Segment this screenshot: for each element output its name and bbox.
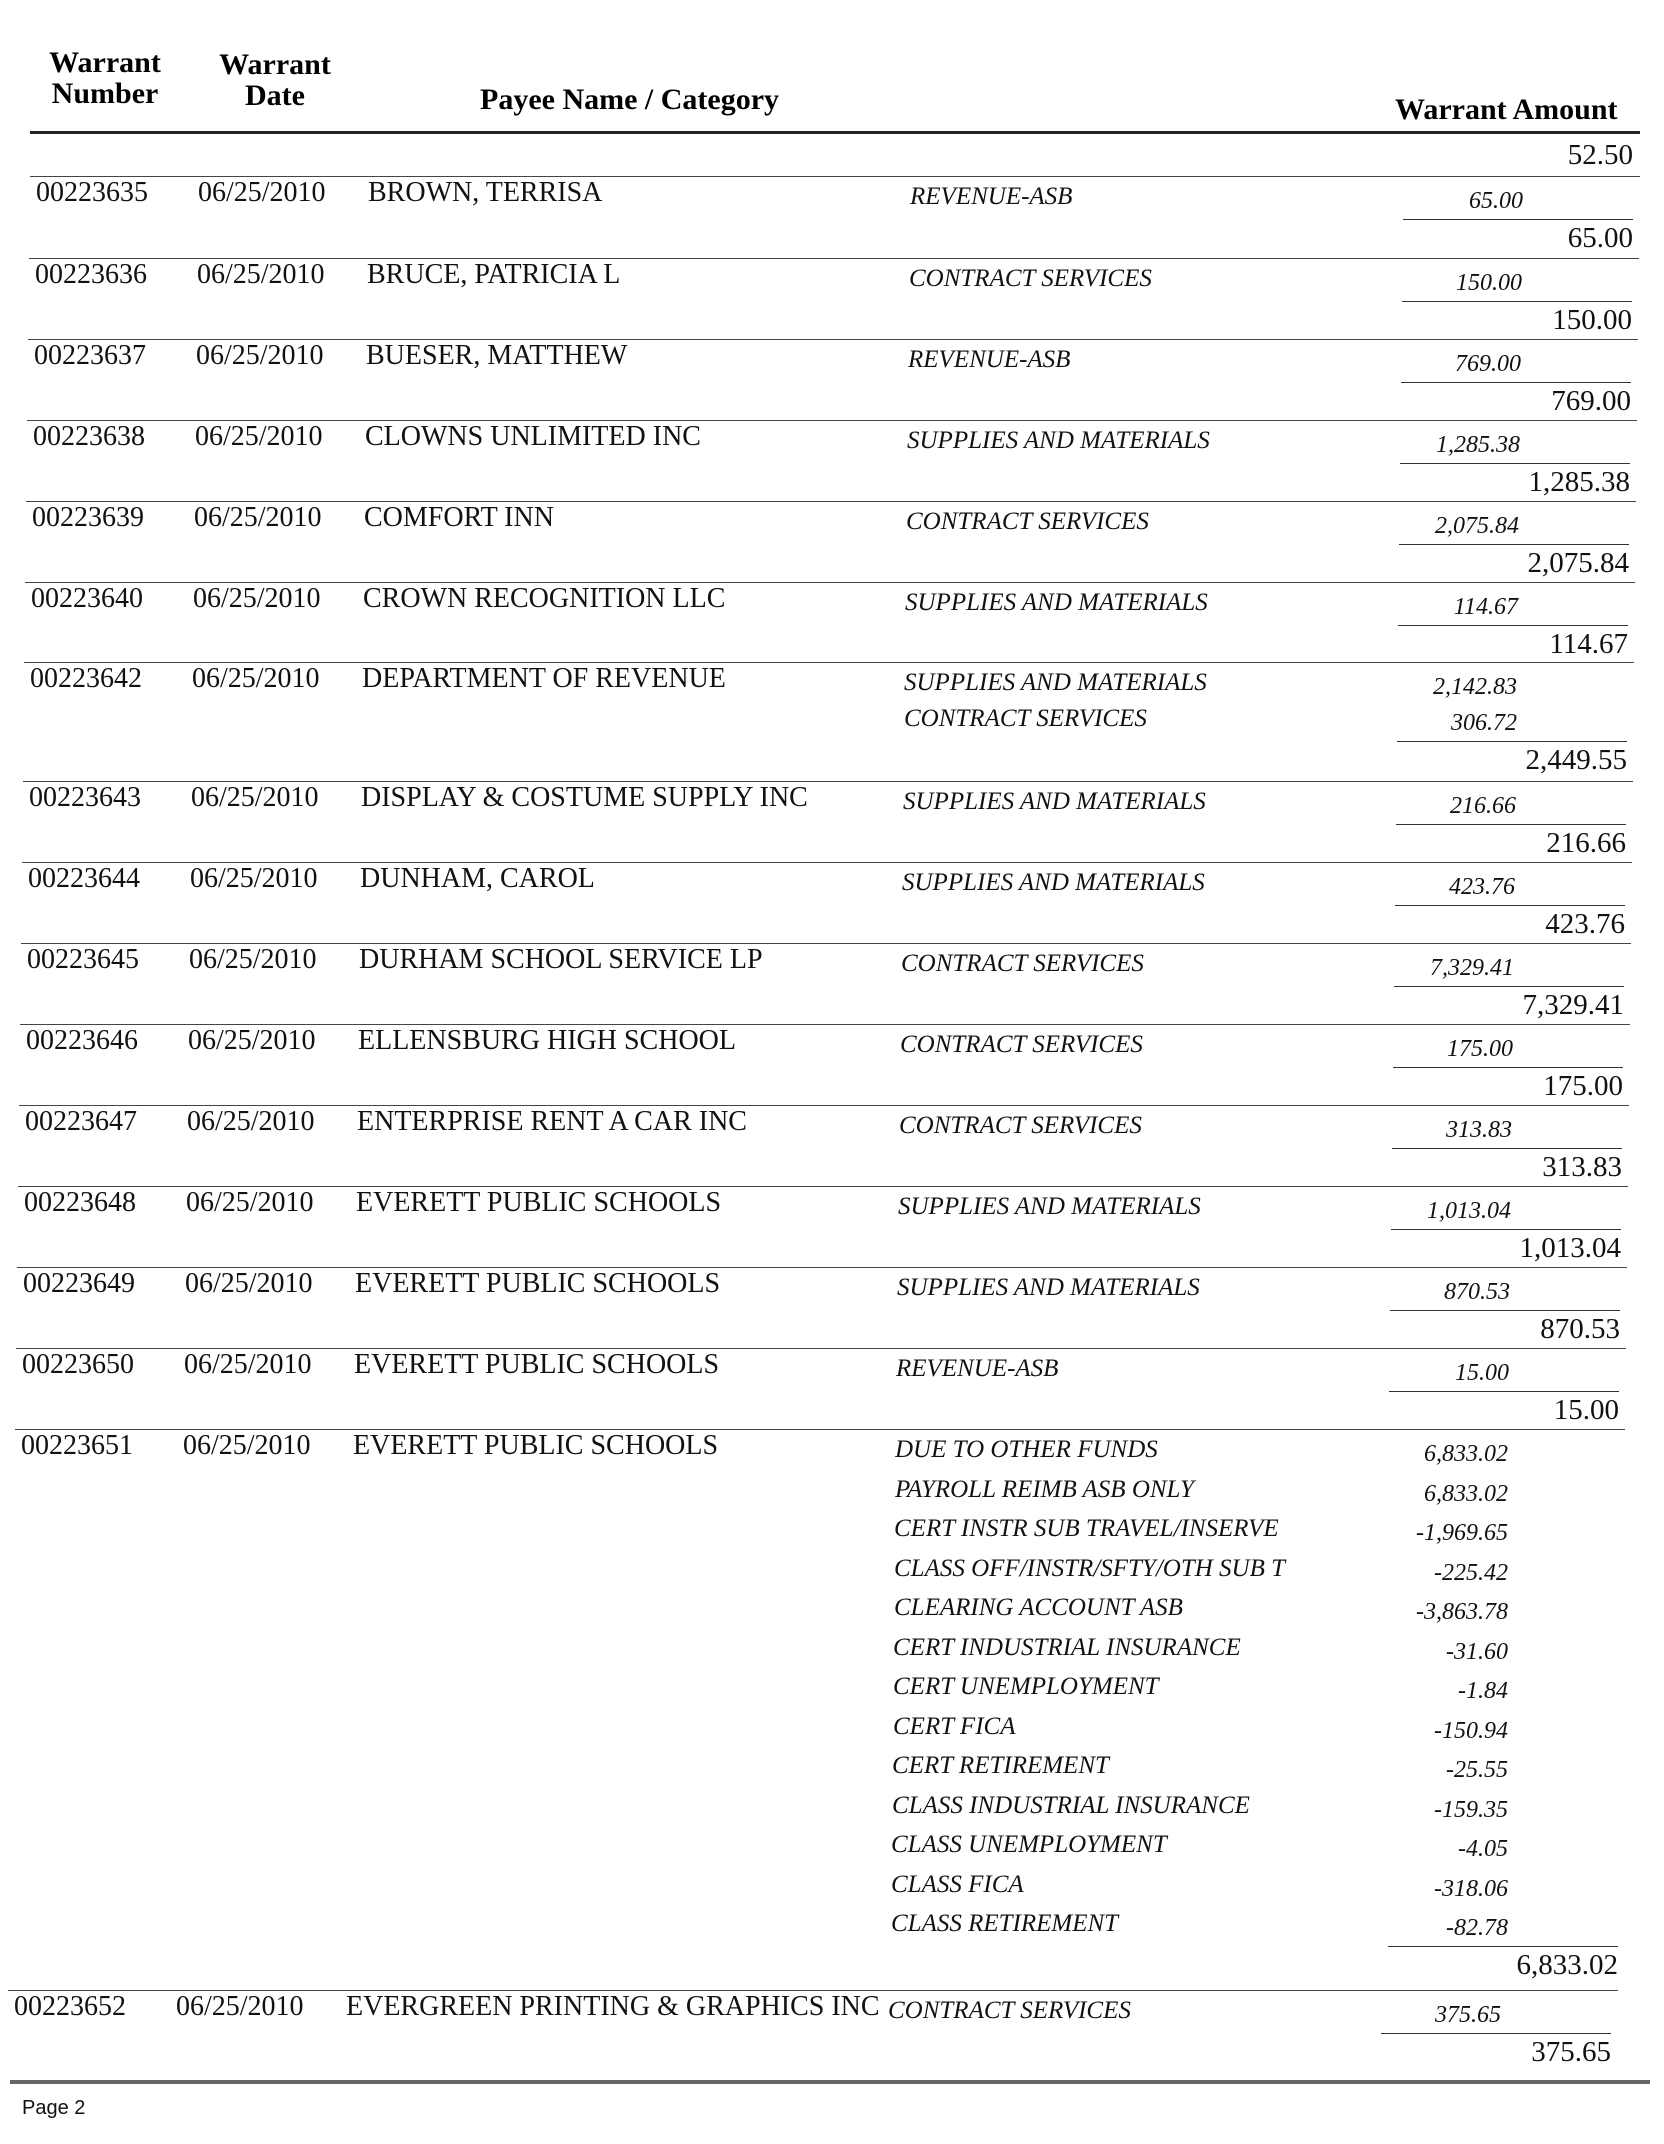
warrant-date: 06/25/2010	[183, 1430, 311, 1461]
payee-name: DISPLAY & COSTUME SUPPLY INC	[361, 782, 808, 813]
warrant-entry	[0, 258, 1664, 338]
warrant-date: 06/25/2010	[196, 340, 324, 371]
subtotal-rule	[1381, 2033, 1611, 2034]
warrant-number: 00223651	[21, 1430, 133, 1461]
warrant-number: 00223652	[14, 1991, 126, 2022]
warrant-total: 313.83	[1542, 1151, 1622, 1183]
subtotal-rule	[1397, 741, 1627, 742]
header-rule	[30, 131, 1640, 134]
warrant-entry	[0, 339, 1664, 419]
category-amount: -159.35	[1434, 1796, 1508, 1823]
category-amount: -4.05	[1458, 1836, 1508, 1862]
category-amount: -31.60	[1446, 1638, 1508, 1665]
payee-name: CLOWNS UNLIMITED INC	[365, 421, 701, 452]
warrant-date: 06/25/2010	[189, 944, 317, 975]
category-amount: -225.42	[1434, 1559, 1508, 1586]
warrant-number: 00223648	[24, 1187, 136, 1218]
category-label: CLASS OFF/INSTR/SFTY/OTH SUB T	[894, 1554, 1286, 1582]
carry-forward-total: 52.50	[1567, 139, 1633, 171]
warrant-total: 150.00	[1552, 304, 1632, 336]
warrant-entry	[0, 582, 1664, 662]
warrant-number: 00223643	[29, 782, 141, 813]
payee-name: CROWN RECOGNITION LLC	[363, 583, 726, 614]
category-label: REVENUE-ASB	[908, 346, 1071, 373]
category-amount: 7,329.41	[1430, 955, 1514, 981]
warrant-entry	[0, 1186, 1664, 1266]
subtotal-rule	[1400, 463, 1630, 464]
category-label: CERT UNEMPLOYMENT	[893, 1673, 1159, 1700]
header-warrant-date-line2: Date	[245, 79, 305, 112]
header-warrant-number-line2: Number	[51, 77, 159, 110]
category-label: PAYROLL REIMB ASB ONLY	[895, 1475, 1194, 1503]
warrant-entry	[0, 862, 1664, 942]
category-label: CONTRACT SERVICES	[900, 1031, 1143, 1058]
header-payee-category: Payee Name / Category	[480, 83, 780, 116]
subtotal-rule	[1401, 382, 1631, 383]
subtotal-rule	[1403, 219, 1633, 220]
header-warrant-amount: Warrant Amount	[1395, 93, 1618, 126]
subtotal-rule	[1389, 1391, 1619, 1392]
category-amount: -318.06	[1434, 1875, 1508, 1902]
warrant-total: 423.76	[1545, 908, 1625, 940]
category-amount: 216.66	[1450, 793, 1516, 819]
category-label: SUPPLIES AND MATERIALS	[898, 1193, 1201, 1220]
warrant-total: 15.00	[1553, 1394, 1619, 1426]
category-label: CONTRACT SERVICES	[906, 508, 1149, 535]
warrant-number: 00223649	[23, 1268, 135, 1299]
payee-name: EVERETT PUBLIC SCHOOLS	[356, 1187, 722, 1218]
page-number: Page 2	[22, 2097, 86, 2119]
warrant-entry	[0, 1024, 1664, 1104]
warrant-total: 65.00	[1567, 222, 1633, 254]
category-amount: 65.00	[1469, 188, 1523, 214]
category-label: CLASS RETIREMENT	[891, 1910, 1119, 1937]
category-label: CERT INDUSTRIAL INSURANCE	[893, 1633, 1241, 1661]
warrant-total: 375.65	[1531, 2036, 1611, 2068]
warrant-total: 175.00	[1543, 1070, 1623, 1102]
warrant-entry	[0, 501, 1664, 581]
warrant-date: 06/25/2010	[194, 502, 322, 533]
category-amount: 306.72	[1451, 710, 1517, 736]
category-label: SUPPLIES AND MATERIALS	[905, 589, 1208, 616]
header-warrant-date	[200, 49, 350, 111]
warrant-number: 00223647	[25, 1106, 137, 1137]
warrant-entry	[0, 1267, 1664, 1347]
warrant-number: 00223639	[32, 502, 144, 533]
warrant-number: 00223640	[31, 583, 143, 614]
subtotal-rule	[1390, 1310, 1620, 1311]
warrant-entry	[0, 1429, 1664, 1981]
category-label: DUE TO OTHER FUNDS	[895, 1436, 1158, 1463]
category-amount: -25.55	[1446, 1757, 1508, 1783]
warrant-total: 870.53	[1540, 1313, 1620, 1345]
subtotal-rule	[1388, 1946, 1618, 1947]
warrant-entry	[0, 781, 1664, 861]
category-amount: 2,142.83	[1433, 674, 1517, 700]
category-label: SUPPLIES AND MATERIALS	[904, 669, 1207, 696]
warrant-date: 06/25/2010	[184, 1349, 312, 1380]
category-label: CLASS UNEMPLOYMENT	[891, 1831, 1167, 1858]
subtotal-rule	[1402, 301, 1632, 302]
subtotal-rule	[1399, 544, 1629, 545]
header-warrant-number	[30, 47, 180, 109]
category-amount: -82.78	[1446, 1915, 1508, 1941]
warrant-number: 00223637	[34, 340, 146, 371]
subtotal-rule	[1391, 1229, 1621, 1230]
category-amount: 175.00	[1447, 1036, 1513, 1062]
category-label: CERT RETIREMENT	[892, 1752, 1109, 1779]
warrant-date: 06/25/2010	[191, 782, 319, 813]
warrant-date: 06/25/2010	[197, 259, 325, 290]
header-warrant-date-line1: Warrant	[219, 48, 331, 81]
warrant-total: 1,285.38	[1528, 466, 1630, 498]
category-label: CERT FICA	[893, 1712, 1016, 1740]
payee-name: BROWN, TERRISA	[368, 177, 603, 208]
warrant-date: 06/25/2010	[192, 663, 320, 694]
category-label: CLASS INDUSTRIAL INSURANCE	[892, 1791, 1250, 1819]
payee-name: BUESER, MATTHEW	[366, 340, 628, 371]
warrant-total: 769.00	[1551, 385, 1631, 417]
category-label: SUPPLIES AND MATERIALS	[907, 427, 1210, 454]
warrant-entry	[0, 943, 1664, 1023]
warrant-date: 06/25/2010	[187, 1106, 315, 1137]
warrant-entry	[0, 1990, 1664, 2070]
category-amount: 1,285.38	[1436, 432, 1520, 458]
warrant-date: 06/25/2010	[190, 863, 318, 894]
category-amount: 15.00	[1455, 1360, 1509, 1386]
warrant-number: 00223636	[35, 259, 147, 290]
category-label: CONTRACT SERVICES	[901, 950, 1144, 977]
category-label: CONTRACT SERVICES	[904, 705, 1147, 732]
payee-name: EVERETT PUBLIC SCHOOLS	[353, 1430, 719, 1461]
warrant-date: 06/25/2010	[193, 583, 321, 614]
warrant-date: 06/25/2010	[195, 421, 323, 452]
subtotal-rule	[1394, 986, 1624, 987]
payee-name: EVERETT PUBLIC SCHOOLS	[355, 1268, 721, 1299]
category-amount: 313.83	[1446, 1117, 1512, 1143]
category-amount: 2,075.84	[1435, 513, 1519, 539]
category-label: CLASS FICA	[891, 1870, 1024, 1898]
warrant-number: 00223650	[22, 1349, 134, 1380]
warrant-total: 114.67	[1549, 628, 1628, 660]
subtotal-rule	[1392, 1148, 1622, 1149]
warrant-total: 7,329.41	[1522, 989, 1624, 1021]
subtotal-rule	[1393, 1067, 1623, 1068]
warrant-total: 2,075.84	[1527, 547, 1629, 579]
warrant-total: 216.66	[1546, 827, 1626, 859]
warrant-entry	[0, 420, 1664, 500]
header-warrant-number-line1: Warrant	[49, 46, 161, 79]
warrant-date: 06/25/2010	[176, 1991, 304, 2022]
category-amount: 6,833.02	[1424, 1480, 1508, 1507]
payee-name: DEPARTMENT OF REVENUE	[362, 663, 726, 694]
warrant-total: 1,013.04	[1519, 1232, 1621, 1264]
category-label: SUPPLIES AND MATERIALS	[902, 869, 1205, 896]
warrant-entry	[0, 176, 1664, 256]
payee-name: DUNHAM, CAROL	[360, 863, 595, 894]
payee-name: ELLENSBURG HIGH SCHOOL	[358, 1025, 736, 1056]
warrant-number: 00223642	[30, 663, 142, 694]
category-amount: 150.00	[1456, 270, 1522, 296]
category-label: REVENUE-ASB	[896, 1355, 1059, 1382]
warrant-date: 06/25/2010	[185, 1268, 313, 1299]
category-label: SUPPLIES AND MATERIALS	[897, 1274, 1200, 1301]
category-amount: -1.84	[1458, 1678, 1508, 1704]
subtotal-rule	[1396, 824, 1626, 825]
category-label: CLEARING ACCOUNT ASB	[894, 1594, 1183, 1621]
category-label: SUPPLIES AND MATERIALS	[903, 788, 1206, 815]
category-amount: 870.53	[1444, 1279, 1510, 1305]
payee-name: COMFORT INN	[364, 502, 554, 533]
category-amount: 1,013.04	[1427, 1198, 1511, 1224]
warrant-entry	[0, 1348, 1664, 1428]
warrant-number: 00223646	[26, 1025, 138, 1056]
warrant-number: 00223644	[28, 863, 140, 894]
category-amount: 423.76	[1449, 874, 1515, 900]
payee-name: DURHAM SCHOOL SERVICE LP	[359, 944, 763, 975]
subtotal-rule	[1395, 905, 1625, 906]
payee-name: EVERETT PUBLIC SCHOOLS	[354, 1349, 720, 1380]
category-label: REVENUE-ASB	[910, 183, 1073, 210]
warrant-number: 00223638	[33, 421, 145, 452]
footer-rule	[10, 2080, 1650, 2084]
payee-name: EVERGREEN PRINTING & GRAPHICS INC	[346, 1991, 880, 2022]
category-amount: 6,833.02	[1424, 1441, 1508, 1467]
category-amount: -3,863.78	[1416, 1599, 1508, 1625]
category-amount: 375.65	[1435, 2002, 1501, 2028]
warrant-total: 2,449.55	[1525, 744, 1627, 776]
category-amount: -150.94	[1434, 1717, 1508, 1744]
category-label: CONTRACT SERVICES	[899, 1112, 1142, 1139]
category-amount: 769.00	[1455, 351, 1521, 377]
warrant-total: 6,833.02	[1516, 1949, 1618, 1981]
category-label: CONTRACT SERVICES	[888, 1997, 1131, 2024]
subtotal-rule	[1398, 625, 1628, 626]
warrant-number: 00223635	[36, 177, 148, 208]
warrant-entry	[0, 662, 1664, 776]
category-amount: -1,969.65	[1416, 1520, 1508, 1546]
payee-name: BRUCE, PATRICIA L	[367, 259, 621, 290]
warrant-date: 06/25/2010	[188, 1025, 316, 1056]
category-label: CONTRACT SERVICES	[909, 265, 1152, 292]
warrant-date: 06/25/2010	[198, 177, 326, 208]
category-label: CERT INSTR SUB TRAVEL/INSERVE	[894, 1515, 1279, 1542]
warrant-entry	[0, 1105, 1664, 1185]
warrant-date: 06/25/2010	[186, 1187, 314, 1218]
warrant-number: 00223645	[27, 944, 139, 975]
category-amount: 114.67	[1453, 594, 1518, 620]
payee-name: ENTERPRISE RENT A CAR INC	[357, 1106, 747, 1137]
